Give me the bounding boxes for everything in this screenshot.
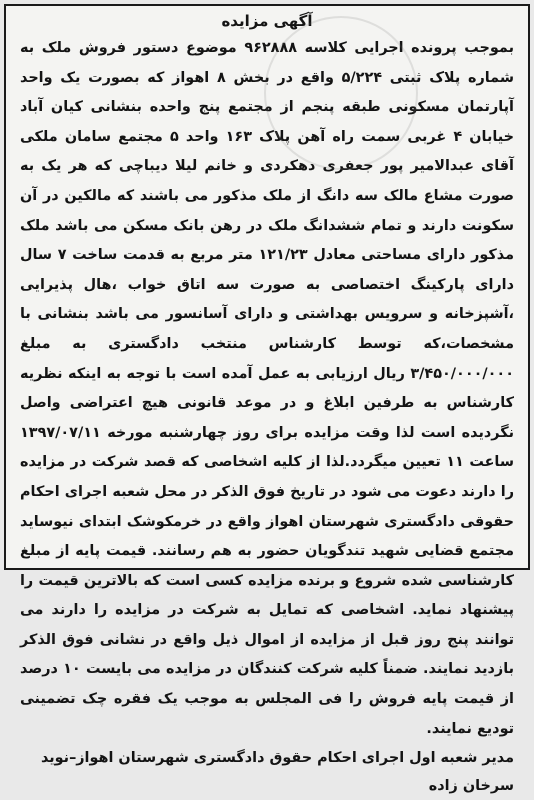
- notice-signature: مدیر شعبه اول اجرای احکام حقوق دادگستری شهرستان اهواز–نوید سرخان زاده: [40, 750, 514, 795]
- auction-notice: [4, 4, 530, 795]
- notice-title: آگهی مزایده: [221, 12, 313, 30]
- notice-body: بموجب پرونده اجرایی کلاسه ۹۶۲۸۸۸ موضوع دستور فروش ملک به شماره پلاک ثبتی ۵/۲۲۴ واقع در بخش ۸ اهواز که بصورت یک واحد آپارتمان مسکونی طبقه پنجم از مجتمع پنج واحده بنشانی کیان آباد خیابان ۴ غربی سمت راه آهن پلاک ۱۶۳ واحد ۵ مجتمع سامان ملکی آقای عبدالامیر پور جعفری دهکردی و خانم لیلا دیباچی که هر یک به صورت مشاع مالک سه دانگ از ملک مذکور می باشند که مالکین در آن سکونت دارند و تمام ششدانگ ملک در رهن بانک مسکن می باشد ملک مذکور دارای مساحتی معادل ۱۲۱/۲۳ متر مربع به قدمت ساخت ۷ سال دارای پارکینگ اختصاصی به صورت سه اتاق خواب ،هال پذیرایی ،آشپزخانه و سرویس بهداشتی و دارای آسانسور می باشد بنشانی با مشخصات،که توسط کارشناس منتخب دادگستری به مبلغ ۳/۴۵۰/۰۰۰/۰۰۰ ریال ارزیابی به عمل آمده است با توجه به اینکه نظریه کارشناس به طرفین ابلاغ و در موعد قانونی هیچ اعتراضی واصل نگردیده است لذا وقت مزایده برای روز چهارشنبه مورخه ۱۳۹۷/۰۷/۱۱ ساعت ۱۱ تعیین میگردد.لذا از کلیه اشخاصی که قصد شرکت در مزایده را دارند دعوت می شود در تاریخ فوق الذکر در محل شعبه اجرای احکام حقوقی دادگستری شهرستان اهواز واقع در خرمکوشک ابتدای نیوساید مجتمع قضایی شهید تندگویان حضور به هم رسانند. قیمت پایه از مبلغ کارشناسی شده شروع و برنده مزایده کسی است که بالاترین قیمت را پیشنهاد نماید. اشخاصی که تمایل به شرکت در مزایده را دارند می توانند پنج روز قبل از مزایده از اموال ذیل واقع در نشانی فوق الذکر بازدید نمایند. ضمناً کلیه شرکت کنندگان در مزایده می بایست ۱۰ درصد از قیمت پایه فروش را فی المجلس به موجب یک فقره چک تضمینی تودیع نمایند.: [20, 40, 514, 737]
